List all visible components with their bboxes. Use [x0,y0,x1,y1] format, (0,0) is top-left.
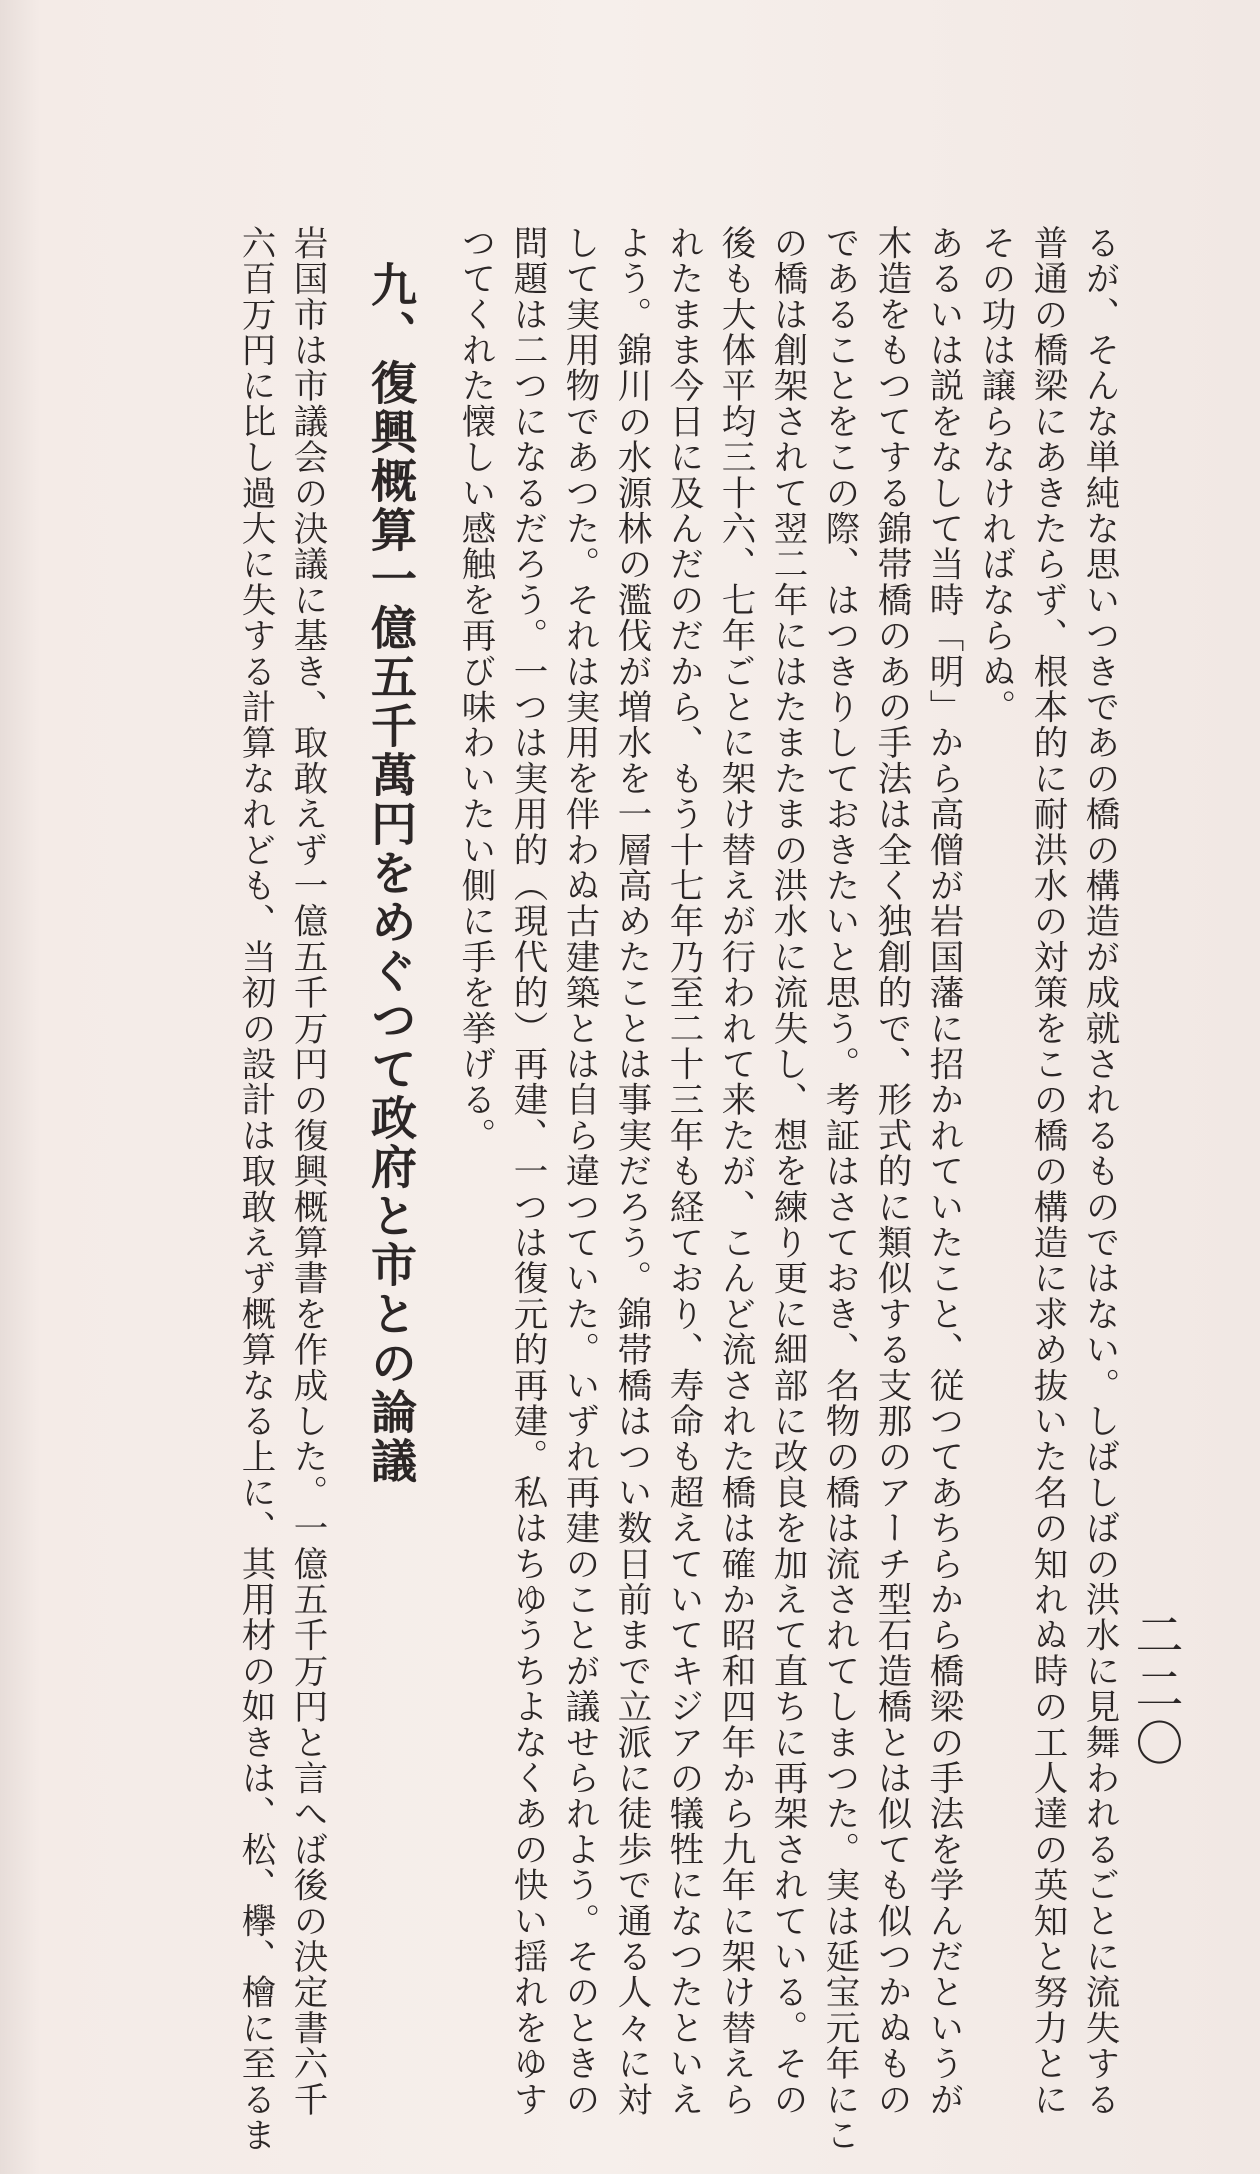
text-column: であることをこの際、はつきりしておきたいと思う。考証はさておき、名物の橋は流されてしまつた。実は延宝元年にこ [819,225,859,2153]
text-column: 普通の橋梁にあきたらず、根本的に耐洪水の対策をこの橋の構造に求め抜いた名の知れぬ時の工人達の英知と努力とに [1027,225,1067,2118]
text-column: よう。錦川の水源林の濫伐が増水を一層高めたことは事実だろう。錦帯橋はつい数日前まで立派に徒歩で通る人々に対 [611,225,651,2118]
text-column: 岩国市は市議会の決議に基き、取敢えず一億五千万円の復興概算書を作成した。一億五千万円と言へば後の決定書六千 [287,225,327,2118]
text-column: れたまま今日に及んだのだから、もう十七年乃至二十三年も経ており、寿命も超えていてキジアの犠牲になつたといえ [663,225,703,2118]
text-column: して実用物であつた。それは実用を伴わぬ古建築とは自ら違つていた。いずれ再建のことが議せられよう。そのときの [559,225,599,2118]
text-column: の橋は創架されて翌二年にはたまたまの洪水に流失し、想を練り更に細部に改良を加えて直ちに再架されている。その [767,225,807,2118]
text-column: 問題は二つになるだろう。一つは実用的（現代的）再建、一つは復元的再建。私はちゆうちよなくあの快い揺れをゆす [507,225,547,2118]
text-column: その功は譲らなければならぬ。 [975,225,1015,725]
text-column: るが、そんな単純な思いつきであの橋の構造が成就されるものではない。しばしばの洪水に見舞われるごとに流失する [1079,225,1119,2118]
page-number: 二二〇 [1127,1610,1183,1772]
text-column: あるいは説をなして当時「明」から高僧が岩国藩に招かれていたこと、従つてあちらから橋梁の手法を学んだというが [923,225,963,2118]
text-column: つてくれた懐しい感触を再び味わいたい側に手を挙げる。 [455,225,495,1154]
text-column: 木造をもつてする錦帯橋のあの手法は全く独創的で、形式的に類似する支那のアーチ型石造橋とは似ても似つかぬもの [871,225,911,2118]
section-heading: 九、復興概算一億五千萬円をめぐつて政府と市との論議 [364,261,418,1486]
text-column: 六百万円に比し過大に失する計算なれども、当初の設計は取敢えず概算なる上に、其用材の如きは、松、欅、檜に至るま [235,225,275,2153]
body-text [229,225,1125,2153]
text-column: 後も大体平均三十六、七年ごとに架け替えが行われて来たが、こんど流された橋は確か昭和四年から九年に架け替えら [715,225,755,2118]
